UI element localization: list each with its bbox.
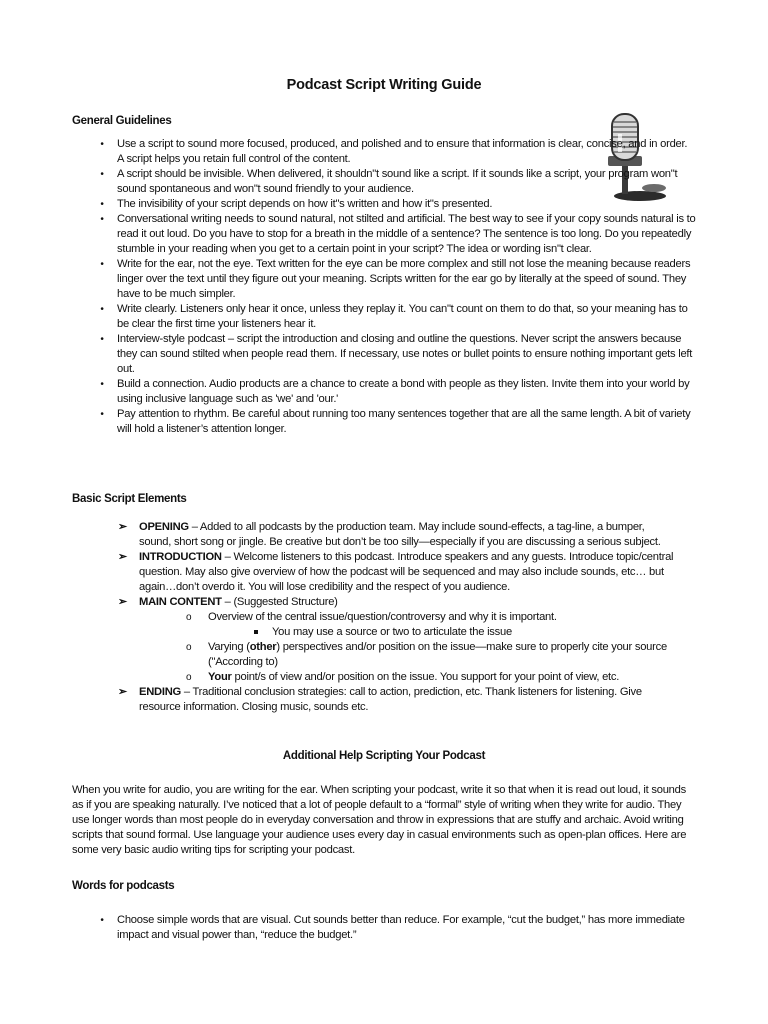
list-item — [96, 137, 696, 167]
sub-item-text: Varying ( — [208, 641, 250, 653]
arrow-bullet-icon: ➢ — [118, 521, 127, 533]
list-item — [96, 212, 696, 257]
page-title: Podcast Script Writing Guide — [286, 77, 482, 93]
list-item-text: Conversational writing needs to sound natural, not stilted and artificial. The best way to see if your copy sounds natural is to read it out loud. Do you have to stop for a breath in the middle of a sentence? The sentence is too long. Do you repeatedly stumble in your reading when you get to a certain point in your script? The idea or wording isn"t clear. — [117, 213, 696, 255]
sub-sub-item-text: You may use a source or two to articulate the issue — [272, 626, 512, 638]
circle-bullet-icon: o — [186, 612, 192, 623]
bullet-icon: • — [100, 304, 104, 315]
ending-text: – Traditional conclusion strategies: call to action, prediction, etc. Thank listeners for listening. Give resource information. Closing music, sounds etc. — [139, 686, 642, 713]
list-item — [96, 332, 696, 377]
section-heading-general: General Guidelines — [72, 115, 172, 127]
bullet-icon: • — [100, 259, 104, 270]
list-item-text: Write for the ear, not the eye. Text written for the eye can be more complex and still not lose the meaning because readers linger over the text until they figure out your meaning. Scripts written for the ear go by literally at the speed of sound. They have to be much simpler. — [117, 258, 691, 300]
bullet-icon: • — [100, 199, 104, 210]
square-bullet-icon — [254, 630, 258, 634]
sub-item-bold: other — [249, 641, 277, 653]
list-item — [96, 167, 696, 197]
list-item-ending — [118, 685, 678, 715]
ending-label: ENDING — [139, 686, 182, 698]
section-heading-words: Words for podcasts — [72, 880, 175, 892]
bullet-icon: • — [100, 379, 104, 390]
list-item-text: Use a script to sound more focused, produced, and polished and to ensure that information is clear, concise, and in order. A script helps you retain full control of the content. — [117, 138, 688, 165]
list-item — [96, 913, 696, 943]
list-item-text: Choose simple words that are visual. Cut sounds better than reduce. For example, “cut the budget,” has more immediate impact and visual power than, “reduce the budget.” — [117, 914, 685, 941]
list-item-text: Interview-style podcast – script the introduction and closing and outline the questions. Never script the answers because they can sound stilted when people read them. If necessary, use notes or bullet points to ensure nothing important gets left out. — [117, 333, 693, 375]
list-item — [96, 197, 696, 212]
bullet-icon: • — [100, 169, 104, 180]
sub-item-text: point/s of view and/or position on the issue. You support for your point of view, etc. — [231, 671, 620, 683]
main-content-sublist — [139, 610, 678, 685]
bullet-icon: • — [100, 409, 104, 420]
list-item — [96, 302, 696, 332]
list-item — [96, 257, 696, 302]
list-item — [96, 407, 696, 437]
list-item-text: A script should be invisible. When delivered, it shouldn"t sound like a script. If it sounds like a script, your program won"t sound spontaneous and won"t sound friendly to your audience. — [117, 168, 678, 195]
sub-sub-list-item — [254, 625, 678, 640]
arrow-bullet-icon: ➢ — [118, 686, 127, 698]
bullet-icon: • — [100, 334, 104, 345]
main-content-text: – (Suggested Structure) — [221, 596, 338, 608]
list-item-text: The invisibility of your script depends on how it"s written and how it"s presented. — [117, 198, 493, 210]
list-item-introduction — [118, 550, 678, 595]
sub-list-item — [186, 670, 678, 685]
sub-item-text: Overview of the central issue/question/controversy and why it is important. — [208, 611, 557, 623]
list-item-text: Build a connection. Audio products are a chance to create a bond with people as they listen. Invite them into your world by using inclusive language such as 'we' and 'our.' — [117, 378, 690, 405]
section-heading-elements: Basic Script Elements — [72, 493, 187, 505]
bullet-icon: • — [100, 214, 104, 225]
arrow-bullet-icon: ➢ — [118, 551, 127, 563]
main-content-label: MAIN CONTENT — [139, 596, 222, 608]
introduction-text: – Welcome listeners to this podcast. Introduce speakers and any guests. Introduce topic/central question. May also give overview of how the podcast will be sequenced and may also include sounds, etc… but again…don’t overdo it. You will lose credibility and the respect of you audience. — [139, 551, 674, 593]
introduction-label: INTRODUCTION — [139, 551, 222, 563]
sub-item-bold: Your — [208, 671, 232, 683]
circle-bullet-icon: o — [186, 642, 192, 653]
opening-text: – Added to all podcasts by the production team. May include sound-effects, a tag-line, a bumper, sound, short song or jingle. Be creative but don’t be too silly—especially if you are discussing a serious subject. — [139, 521, 661, 548]
list-item — [96, 377, 696, 407]
general-guidelines-list — [96, 137, 696, 437]
list-item-text: Write clearly. Listeners only hear it once, unless they replay it. You can"t count on them to do that, so your meaning has to be clear the first time your listeners hear it. — [117, 303, 688, 330]
section-heading-additional: Additional Help Scripting Your Podcast — [282, 750, 486, 762]
arrow-bullet-icon: ➢ — [118, 596, 127, 608]
list-item-text: Pay attention to rhythm. Be careful about running too many sentences together that are all the same length. A bit of variety will hold a listener’s attention longer. — [117, 408, 691, 435]
circle-bullet-icon: o — [186, 672, 192, 683]
sub-sub-list — [208, 625, 678, 640]
sub-list-item — [186, 610, 678, 640]
sub-item-text: ) perspectives and/or position on the issue—make sure to properly cite your source ("According to) — [208, 641, 667, 668]
list-item-opening — [118, 520, 678, 550]
additional-paragraph: When you write for audio, you are writing for the ear. When scripting your podcast, write it so that when it is read out loud, it sounds as if you are speaking naturally. I’ve noticed that a lot of people default to a “formal” style of writing when they write for audio. They use longer words than most people do in everyday conversation and throw in expressions that are stuffy and archaic. Avoid writing scripts that sound formal. Use language your audience uses every day in casual environments such as open-plan offices. Here are some very basic audio writing tips for scripting your podcast. — [72, 784, 687, 856]
list-item-main-content — [118, 595, 678, 685]
words-list — [96, 913, 696, 943]
script-elements-list — [118, 520, 678, 715]
bullet-icon: • — [100, 915, 104, 926]
opening-label: OPENING — [139, 521, 189, 533]
bullet-icon: • — [100, 139, 104, 150]
sub-list-item — [186, 640, 678, 670]
